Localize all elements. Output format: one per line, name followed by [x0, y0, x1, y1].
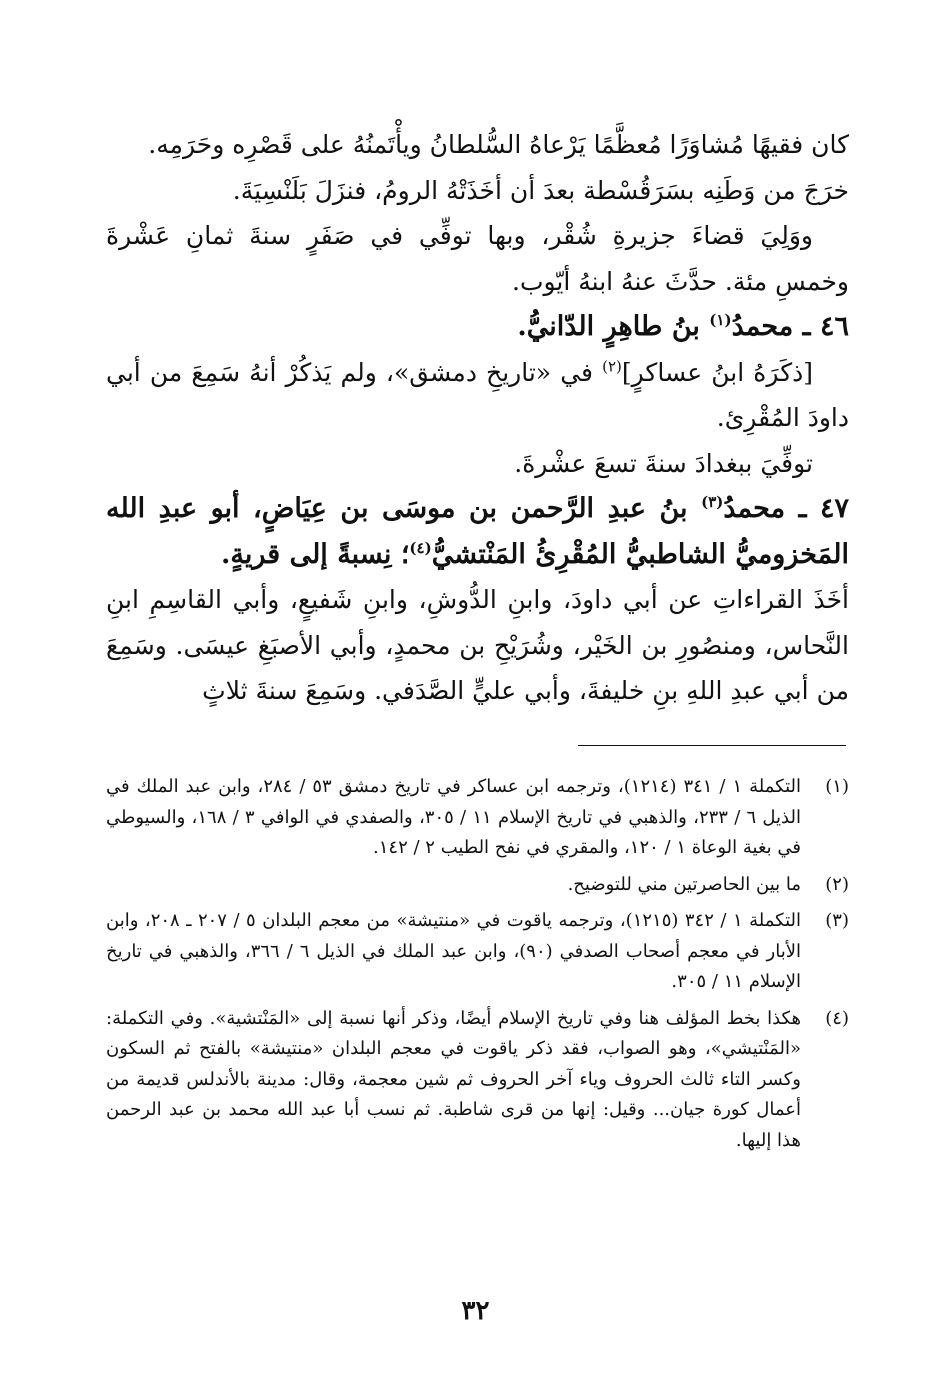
paragraph: أخَذَ القراءاتِ عن أبي داودَ، وابنِ الدُّوشِ، وابنِ شَفيعٍ، وأبي القاسِمِ ابنِ النَّحاس، ومنصُورِ بن الخَيْر، وشُرَيْحِ بن محمدٍ، وأبي الأصبَغِ عيسَى. وسَمِعَ من أبي عبدِ اللهِ بنِ خليفةَ، وأبي عليٍّ الصَّدَفي. وسَمِعَ سنةَ ثلاثٍ — [106, 585, 849, 705]
paragraph: ووَلِيَ قضاءَ جزيرةِ شُقْر، وبها توفِّي في صَفَرٍ سنةَ ثمانِ عَشْرةَ وخمسِ مئة. حدَّثَ عنهُ ابنهُ أيّوب. — [106, 221, 849, 296]
footnote — [106, 772, 849, 864]
text-fragment: [ذكَرَهُ ابنُ عساكرٍ] — [621, 357, 813, 387]
page-number: ٣٢ — [461, 1296, 490, 1326]
footnote-divider — [578, 745, 846, 746]
paragraph: توفِّيَ ببغدادَ سنةَ تسعَ عشْرةَ. — [514, 448, 813, 478]
entry-name-rest: بنُ طاهِرٍ الدّانيُّ. — [517, 311, 700, 342]
text-fragment: في «تاريخِ دمشق»، ولم يَذكُرْ أنهُ سَمِعَ من أبي داودَ المُقْرِئ. — [106, 357, 849, 432]
entry-name: محمدُ — [731, 311, 794, 342]
paragraph: كان فقيهًا مُشاوَرًا مُعظَّمًا يَرْعاهُ السُّلطانُ ويأْتَمنُهُ على قَصْرِه وحَرَمِه. — [148, 130, 849, 159]
entry-46-heading — [106, 304, 849, 350]
footnote-number: (٤) — [825, 1007, 849, 1029]
entry-number: ٤٦ ـ — [802, 311, 849, 342]
footnote-number: (٣) — [825, 910, 849, 931]
paragraph — [106, 350, 849, 441]
paragraph: خرَجَ من وَطَنِه بسَرَقُسْطة بعدَ أن أخَذَتْهُ الرومُ، فنزَلَ بَلَنْسِيَةَ. — [232, 175, 849, 205]
footnote-text: هكذا بخط المؤلف هنا وفي تاريخ الإسلام أيضًا، وذكر أنها نسبة إلى «المَنْتشية». وفي التكملة: «المَنْتيشي»، وهو الصواب، فقد ذكر ياقوت في معجم البلدان «منتيشة» بالفتح ثم السكون وكسر التاء ثالث الحروف وياء آخر الحروف ثم شين معجمة، وقال: مدينة بالأندلس قديمة من أعمال كورة جيان... وقيل: إنها من قرى شاطبة. ثم نسب أبا عبد الله محمد بن عبد الرحمن هذا إليها. — [106, 1007, 801, 1151]
main-text — [106, 122, 849, 714]
entry-name-rest: ؛ نِسبةً إلى قريةٍ. — [220, 538, 410, 570]
footnote-ref: (٢) — [602, 357, 622, 376]
footnote — [106, 870, 849, 901]
footnote-number: (١) — [825, 776, 849, 797]
footnote — [106, 1004, 849, 1157]
footnote — [106, 906, 849, 998]
footnote-text: التكملة ١ / ٣٤٢ (١٢١٥)، وترجمه ياقوت في «منتيشة» من معجم البلدان ٥ / ٢٠٧ ـ ٢٠٨، وابن الأبار في معجم أصحاب الصدفي (٩٠)، وابن عبد الملك في الذيل ٦ / ٣٦٦، والذهبي في تاريخ الإسلام ١١ / ٣٠٥. — [106, 910, 801, 992]
footnote-ref: (٣) — [701, 493, 724, 511]
footnote-number: (٢) — [825, 873, 849, 895]
footnotes — [106, 772, 849, 1162]
entry-number: ٤٧ ـ — [798, 493, 850, 524]
entry-47-heading — [106, 486, 849, 577]
footnote-ref: (١) — [709, 311, 732, 329]
footnote-text: ما بين الحاصرتين مني للتوضيح. — [567, 873, 801, 895]
footnote-text: التكملة ١ / ٣٤١ (١٢١٤)، وترجمه ابن عساكر في تاريخ دمشق ٥٣ / ٢٨٤، وابن عبد الملك في الذيل ٦ / ٢٣٣، والذهبي في تاريخ الإسلام ١١ / ٣٠٥، والصفدي في الوافي ٣ / ١٦٨، والسيوطي في بغية الوعاة ١ / ١٢٠، والمقري في نفح الطيب ٢ / ١٤٢. — [106, 776, 801, 858]
footnote-ref: (٤) — [409, 538, 432, 557]
entry-name: محمدُ — [723, 493, 786, 524]
entry-name-rest: بنُ عبدِ الرَّحمن بن موسَى بن عِيَاضٍ، أبو عبدِ الله المَخزوميُّ الشاطبيُّ المُقْرِئُ المَنْتشيُّ — [106, 493, 849, 570]
